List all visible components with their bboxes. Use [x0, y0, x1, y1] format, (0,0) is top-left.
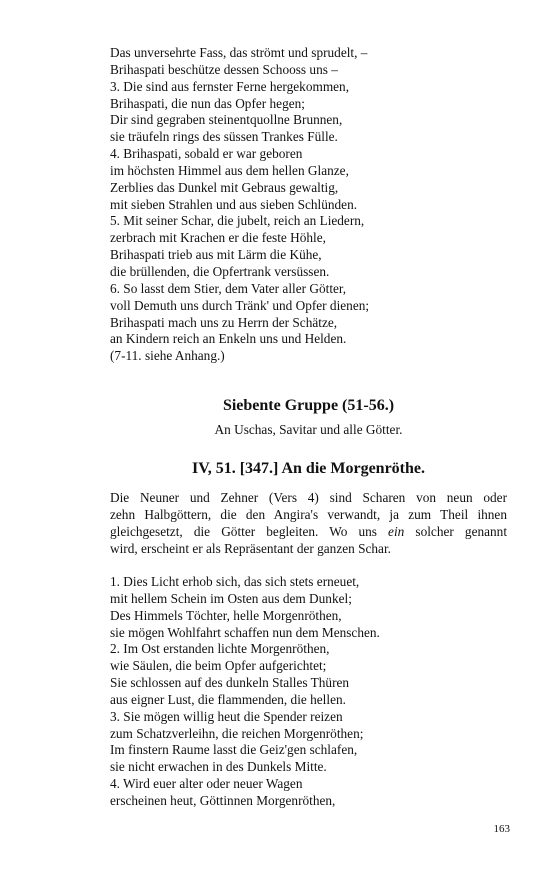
verse-line: 3. Die sind aus fernster Ferne hergekommen, — [110, 78, 350, 94]
verse-line: 4. Wird euer alter oder neuer Wagen — [110, 776, 303, 792]
verse-line: Zerblies das Dunkel mit Gebraus gewaltig, — [110, 179, 339, 195]
verse-line: (7-11. siehe Anhang.) — [110, 348, 225, 364]
verse-line: Dir sind gegraben steinentquollne Brunnen, — [110, 112, 343, 128]
verse-line: Des Himmels Töchter, helle Morgenröthen, — [110, 607, 342, 623]
verse-line: 3. Sie mögen willig heut die Spender reizen — [110, 708, 343, 724]
verse-line: Sie schlossen auf des dunkeln Stalles Thüren — [110, 675, 350, 691]
verse-line: 6. So lasst dem Stier, dem Vater aller Götter, — [110, 280, 347, 296]
intro-line: zehn Halbgöttern, die den Angira's verwandt, ja zum Theil ihnen — [110, 507, 507, 522]
verse-line: im höchsten Himmel aus dem hellen Glanze, — [110, 162, 349, 178]
verse-line: 2. Im Ost erstanden lichte Morgenröthen, — [110, 641, 330, 657]
verse-line: Brihaspati, die nun das Opfer hegen; — [110, 95, 305, 111]
verse-line: mit hellem Schein im Osten aus dem Dunkel; — [110, 590, 352, 606]
page-number: 163 — [493, 823, 510, 835]
verse-line: Brihaspati trieb aus mit Lärm die Kühe, — [110, 247, 322, 263]
verse-line: sie mögen Wohlfahrt schaffen nun dem Menschen. — [110, 624, 380, 640]
verse-line: Brihaspati beschütze dessen Schooss uns – — [110, 61, 338, 77]
verse-line: sie nicht erwachen in des Dunkels Mitte. — [110, 759, 327, 775]
intro-line — [110, 523, 507, 540]
verse-line: Im finstern Raume lasst die Geiz'gen schlafen, — [110, 742, 358, 758]
verse-line: zerbrach mit Krachen er die feste Höhle, — [110, 230, 326, 246]
verse-line: voll Demuth uns durch Tränk' und Opfer dienen; — [110, 297, 370, 313]
verse-block-top — [110, 45, 510, 365]
intro-text: gleichgesetzt, die Götter begleiten. Wo uns — [110, 524, 389, 539]
verse-line: 5. Mit seiner Schar, die jubelt, reich an Liedern, — [110, 213, 365, 229]
verse-line: sie träufeln rings des süssen Trankes Fülle. — [110, 129, 338, 145]
group-subtitle: An Uschas, Savitar und alle Götter. — [214, 422, 403, 437]
verse-line: 4. Brihaspati, sobald er war geboren — [110, 146, 303, 162]
verse-line: 1. Dies Licht erhob sich, das sich stets erneuet, — [110, 574, 360, 589]
verse-line: wie Säulen, die beim Opfer aufgerichtet; — [110, 658, 327, 674]
verse-line: zum Schatzverleihn, die reichen Morgenröthen; — [110, 725, 364, 741]
verse-line: Das unversehrte Fass, das strömt und sprudelt, – — [110, 45, 368, 60]
verse-line: die brüllenden, die Opfertrank versüssen. — [110, 263, 330, 279]
intro-paragraph — [110, 489, 507, 557]
verse-line: Brihaspati mach uns zu Herrn der Schätze, — [110, 314, 338, 330]
intro-line: Die Neuner und Zehner (Vers 4) sind Scharen von neun oder — [110, 490, 507, 505]
verse-line: aus eigner Lust, die flammenden, die hellen. — [110, 691, 346, 707]
intro-line: wird, erscheint er als Repräsentant der ganzen Schar. — [110, 541, 391, 556]
verse-line: mit sieben Strahlen und aus sieben Schlünden. — [110, 196, 358, 212]
verse-line: erscheinen heut, Göttinnen Morgenröthen, — [110, 792, 336, 808]
intro-text: solcher genannt — [404, 524, 508, 539]
hymn-heading: IV, 51. [347.] An die Morgenröthe. — [191, 460, 426, 477]
group-heading: Siebente Gruppe (51-56.) — [222, 397, 395, 414]
intro-emphasis: ein — [388, 524, 405, 539]
verse-block-bottom — [110, 574, 510, 810]
verse-line: an Kindern reich an Enkeln uns und Helden. — [110, 331, 347, 347]
